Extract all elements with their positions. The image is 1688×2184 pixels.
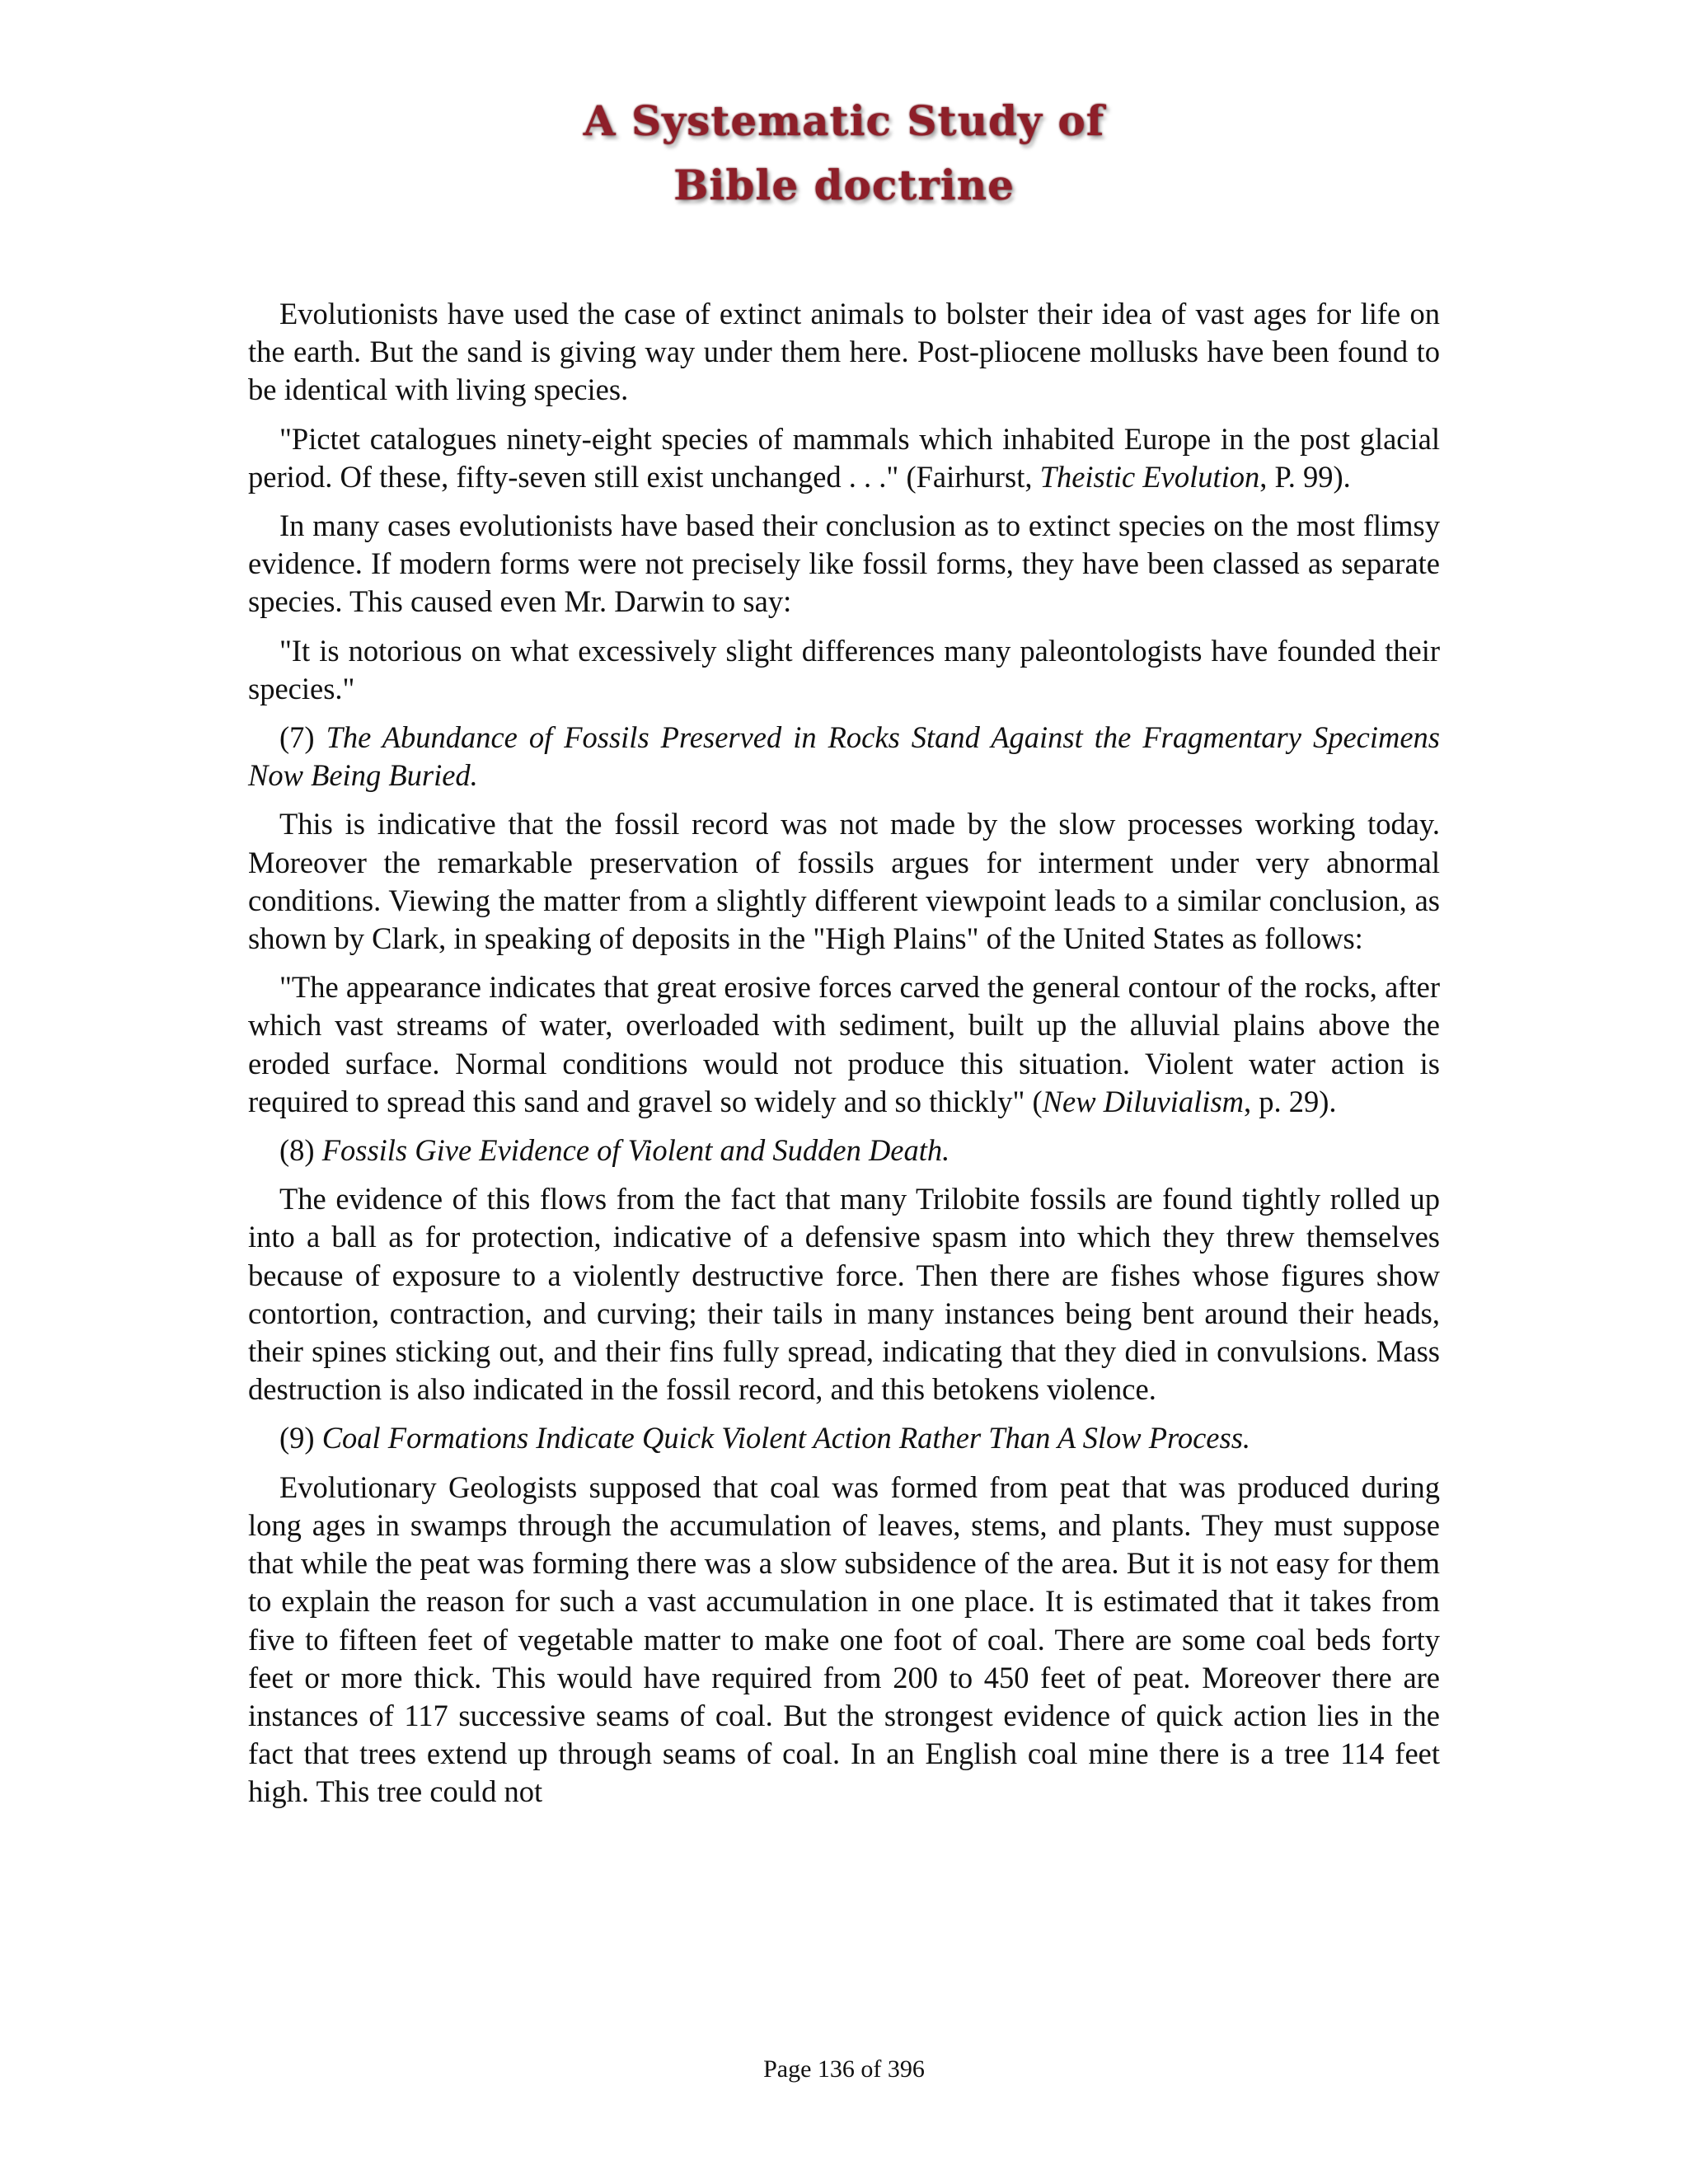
quote-text: "The appearance indicates that great erosive forces carved the general contour of the rocks, after which vast streams of water, overloaded with sediment, built up the alluvial plains above the eroded surface. Normal conditions would not produce this situation. Violent water action is required to spread this sand and gravel so widely and so thickly" (: [248, 970, 1440, 1118]
banner-title-line-1: A Systematic Study of: [583, 96, 1105, 145]
paragraph: [248, 295, 1440, 410]
paragraph: [248, 1469, 1440, 1811]
paragraph-text: The evidence of this flows from the fact that many Trilobite fossils are found tightly rolled up into a ball as for protection, indicative of a defensive spasm into which they threw themselves because of exposure to a violently destructive force. Then there are fishes whose figures show contortion, contraction, and curving; their tails in many instances being bent around their heads, their spines sticking out, and their fins fully spread, indicating that they died in convulsions. Mass destruction is also indicated in the fossil record, and this betokens violence.: [248, 1182, 1440, 1407]
section-number: (9): [279, 1421, 322, 1455]
banner-title-line-2: Bible doctrine: [673, 161, 1015, 209]
paragraph-text: Evolutionary Geologists supposed that coal was formed from peat that was produced during long ages in swamps through the accumulation of leaves, stems, and plants. They must suppose that while the peat was forming there was a slow subsidence of the area. But it is not easy for them to explain the reason for such a vast accumulation in one place. It is estimated that it takes from five to fifteen feet of vegetable matter to make one foot of coal. There are some coal beds forty feet or more thick. This would have required from 200 to 450 feet of peat. Moreover there are instances of 117 successive seams of coal. But the strongest evidence of quick action lies in the fact that trees extend up through seams of coal. In an English coal mine there is a tree 114 feet high. This tree could not: [248, 1469, 1440, 1809]
section-title: Fossils Give Evidence of Violent and Sudden Death.: [321, 1133, 950, 1168]
quote-paragraph: [248, 968, 1440, 1121]
page-body: [248, 295, 1440, 1822]
quote-text: "Pictet catalogues ninety-eight species of mammals which inhabited Europe in the post glacial period. Of these, fifty-seven still exist unchanged . . ." (Fairhurst,: [248, 421, 1440, 494]
citation-text: , p. 29).: [1244, 1084, 1337, 1118]
page-number: Page 136 of 396: [763, 2055, 925, 2083]
section-heading: [248, 719, 1440, 794]
header-banner: [0, 89, 1688, 218]
paragraph: [248, 507, 1440, 621]
paragraph-text: Evolutionists have used the case of extinct animals to bolster their idea of vast ages for life on the earth. But the sand is giving way under them here. Post-pliocene mollusks have been found to be identical with living species.: [248, 297, 1440, 407]
book-title: Theistic Evolution: [1039, 459, 1260, 494]
section-title: The Abundance of Fossils Preserved in Rocks Stand Against the Fragmentary Specimens Now Being Buried.: [248, 720, 1440, 793]
section-title: Coal Formations Indicate Quick Violent Action Rather Than A Slow Process.: [321, 1421, 1251, 1455]
section-heading: [248, 1419, 1440, 1457]
section-heading: [248, 1132, 1440, 1169]
citation-text: , P. 99).: [1259, 459, 1351, 494]
section-number: (7): [279, 720, 326, 755]
book-title: New Diluvialism: [1042, 1084, 1245, 1118]
quote-paragraph: [248, 420, 1440, 496]
paragraph: [248, 1180, 1440, 1408]
quote-text: "It is notorious on what excessively slight differences many paleontologists have founded their species.": [248, 633, 1440, 705]
section-number: (8): [279, 1133, 322, 1168]
quote-paragraph: [248, 632, 1440, 708]
paragraph-text: This is indicative that the fossil record was not made by the slow processes working today. Moreover the remarkable preservation of fossils argues for interment under very abnormal conditions. Viewing the matter from a slightly different viewpoint leads to a similar conclusion, as shown by Clark, in speaking of deposits in the "High Plains" of the United States as follows:: [248, 807, 1440, 956]
paragraph: [248, 805, 1440, 958]
paragraph-text: In many cases evolutionists have based their conclusion as to extinct species on the most flimsy evidence. If modern forms were not precisely like fossil forms, they have been classed as separate species. This caused even Mr. Darwin to say:: [248, 509, 1440, 619]
